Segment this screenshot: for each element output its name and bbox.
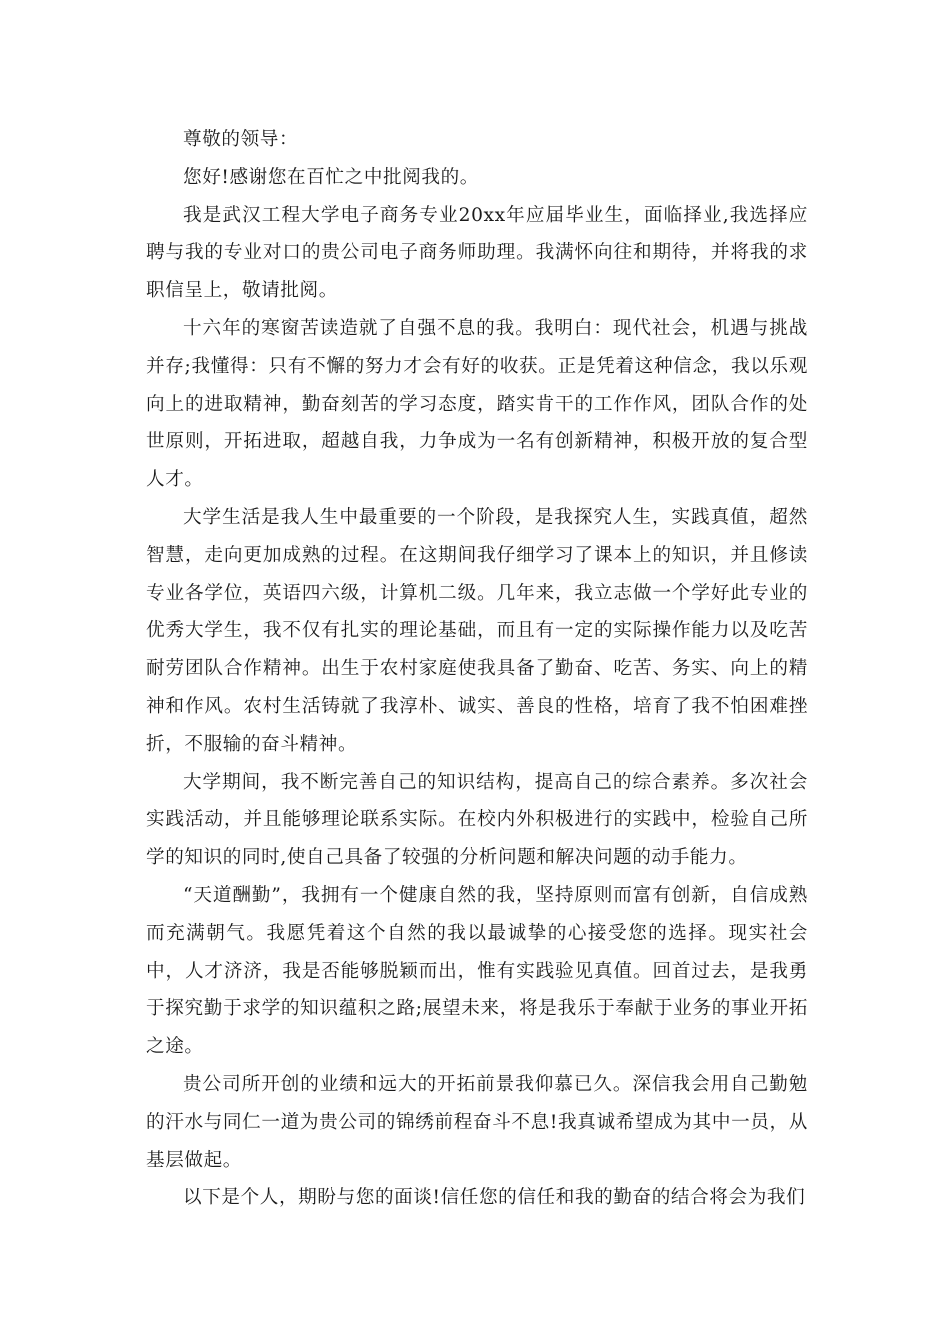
paragraph-university-period: 大学期间，我不断完善自己的知识结构，提高自己的综合素养。多次社会实践活动，并且能够理论联系实际。在校内外积极进行的实践中，检验自己所学的知识的同时,使自己具备了较强的分析问题和解决问题的动手能力。 bbox=[146, 771, 808, 869]
paragraph-character: 十六年的寒窗苦读造就了自强不息的我。我明白：现代社会，机遇与挑战并存;我懂得：只有不懈的努力才会有好的收获。正是凭着这种信念，我以乐观向上的进取精神，勤奋刻苦的学习态度，踏实肯干的工作作风，团队合作的处世原则，开拓进取，超越自我，力争成为一名有创新精神，积极开放的复合型人才。 bbox=[146, 317, 808, 491]
paragraph-introduction: 我是武汉工程大学电子商务专业20xx年应届毕业生，面临择业,我选择应聘与我的专业对口的贵公司电子商务师助理。我满怀向往和期待，并将我的求职信呈上，敬请批阅。 bbox=[146, 204, 808, 302]
paragraph-company: 贵公司所开创的业绩和远大的开拓前景我仰慕已久。深信我会用自己勤勉的汗水与同仁一道为贵公司的锦绣前程奋斗不息!我真诚希望成为其中一员，从基层做起。 bbox=[146, 1073, 808, 1171]
greeting: 您好!感谢您在百忙之中批阅我的。 bbox=[183, 166, 479, 188]
letter-body bbox=[146, 121, 808, 1217]
paragraph-university-life: 大学生活是我人生中最重要的一个阶段，是我探究人生，实践真值，超然智慧，走向更加成熟的过程。在这期间我仔细学习了课本上的知识，并且修读专业各学位，英语四六级，计算机二级。几年来，我立志做一个学好此专业的优秀大学生，我不仅有扎实的理论基础，而且有一定的实际操作能力以及吃苦耐劳团队合作精神。出生于农村家庭使我具备了勤奋、吃苦、务实、向上的精神和作风。农村生活铸就了我淳朴、诚实、善良的性格，培育了我不怕困难挫折，不服输的奋斗精神。 bbox=[146, 506, 808, 755]
salutation: 尊敬的领导： bbox=[183, 129, 299, 150]
paragraph-closing: 以下是个人，期盼与您的面谈!信任您的信任和我的勤奋的结合将会为我们 bbox=[183, 1187, 806, 1209]
paragraph-diligence: “天道酬勤”，我拥有一个健康自然的我，坚持原则而富有创新，自信成熟而充满朝气。我愿凭着这个自然的我以最诚挚的心接受您的选择。现实社会中，人才济济，我是否能够脱颖而出，惟有实践验见真值。回首过去，是我勇于探究勤于求学的知识蕴积之路;展望未来，将是我乐于奉献于业务的事业开拓之途。 bbox=[146, 884, 808, 1058]
